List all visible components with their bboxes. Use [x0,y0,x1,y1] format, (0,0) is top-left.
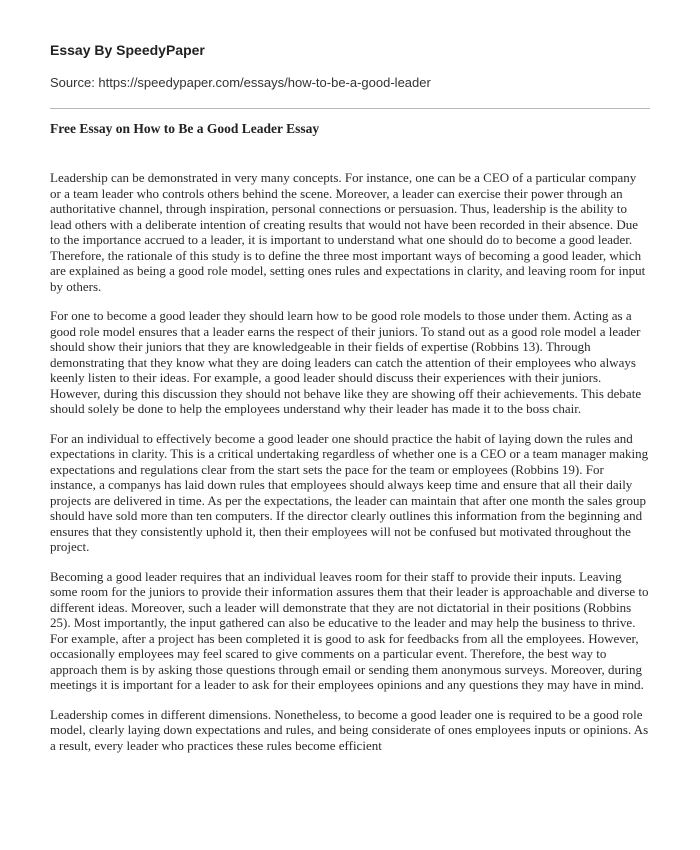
brand-title: Essay By SpeedyPaper [50,42,205,58]
essay-body [50,170,650,767]
paragraph-5: Leadership comes in different dimensions. Nonetheless, to become a good leader one is required to be a good role model, clearly laying down expectations and rules, and being considerate of ones employees inputs or opinions. As a result, every leader who practices these rules become efficient [50,706,649,753]
header-divider [50,108,650,109]
paragraph-2: For one to become a good leader they should learn how to be good role models to those under them. Acting as a good role model ensures that a leader earns the respect of their juniors. To stand out as a good role model a leader should show their juniors that they are knowledgeable in their fields of expertise (Robbins 13). Through demonstrating that they know what they are doing leaders can catch the attention of their employees who always keenly listen to their ideas. For example, a good leader should discuss their experiences with their juniors. However, during this discussion they should not behave like they are showing off their achievements. This debate should solely be done to help the employees understand why their leader has made it to the boss chair. [50,308,642,416]
paragraph-4: Becoming a good leader requires that an individual leaves room for their staff to provide their inputs. Leaving some room for the juniors to provide their information assures them that their leader is approachable and diverse to different ideas. Moreover, such a leader will demonstrate that they are not dictatorial in their positions (Robbins 25). Most importantly, the input gathered can also be educative to the leader and may help the business to thrive. For example, after a project has been completed it is good to ask for feedbacks from all the employees. However, occasionally employees may feel scared to give comments on a particular event. Therefore, the best way to approach them is by asking those questions through email or sending them anonymous surveys. Moreover, during meetings it is important for a leader to ask for their employees opinions and any questions they may have in mind. [50,568,649,692]
paragraph-1: Leadership can be demonstrated in very many concepts. For instance, one can be a CEO of a particular company or a team leader who controls others behind the scene. Moreover, a leader can exercise their power through an authoritative channel, through inspiration, personal connections or persuasion. Thus, leadership is the ability to lead others with a deliberate intention of creating results that would not have been recorded in their absence. Due to the importance accrued to a leader, it is important to understand what one should do to become a good leader. Therefore, the rationale of this study is to define the three most important ways of becoming a good leader, which are explained as being a good role model, setting ones rules and expectations in clarity, and leaving room for input by others. [50,170,646,294]
paragraph-3: For an individual to effectively become a good leader one should practice the habit of laying down the rules and expectations in clarity. This is a critical undertaking regardless of whether one is a CEO or a team manager making expectations and regulations clear from the start sets the pace for the team or employees (Robbins 19). For instance, a companys has laid down rules that employees should always keep time and ensure that all their daily projects are delivered in time. As per the expectations, the leader can maintain that after one month the sales group should have sold more than ten computers. If the director clearly outlines this information from the beginning and ensures that they consistently uphold it, then their employees will not be confused but motivated throughout the project. [50,430,649,554]
essay-title: Free Essay on How to Be a Good Leader Essay [50,121,320,136]
document-header [50,40,650,92]
source-line: Source: https://speedypaper.com/essays/how-to-be-a-good-leader [50,75,431,90]
